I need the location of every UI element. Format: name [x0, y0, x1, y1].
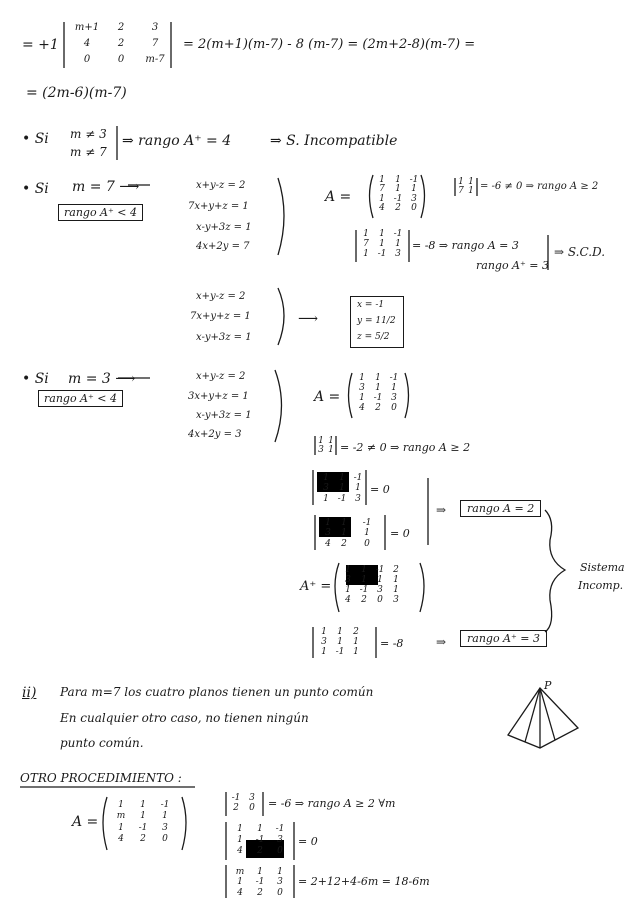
- cell: 3: [318, 445, 324, 456]
- cell: -1: [138, 822, 148, 833]
- part-ii-line2: En cualquier otro caso, no tienen ningún: [60, 711, 309, 725]
- cell: 3: [323, 483, 329, 494]
- cell: 3: [249, 793, 255, 803]
- part-ii-line1: Para m=7 los cuatro planos tienen un punto común: [60, 685, 374, 699]
- pyramid-point-label: P: [544, 679, 552, 692]
- cell: 1: [323, 493, 329, 504]
- cell: 1: [237, 877, 243, 888]
- cell: 2: [353, 627, 359, 637]
- cell: -1: [255, 834, 265, 845]
- cell: 4: [379, 203, 385, 214]
- cell: 1: [395, 184, 401, 195]
- case3-minorA-text: = 0: [370, 483, 390, 496]
- case2-minor2: [456, 178, 476, 197]
- case2-minor3: [358, 230, 406, 260]
- cell: 1: [328, 445, 334, 456]
- cell: 1: [162, 811, 168, 822]
- case2-cond: m = 7 ⟶: [72, 179, 140, 195]
- otro-minor2-text: = 0: [298, 835, 318, 848]
- cell: 1: [379, 175, 385, 185]
- otro-minor1: [228, 794, 260, 814]
- case1-bullet: • Si: [22, 131, 49, 147]
- case3-minorA: [318, 473, 366, 504]
- case3-A-label: A =: [314, 389, 341, 405]
- cell: 1: [379, 238, 385, 249]
- case2-A-label: A =: [325, 189, 352, 205]
- cell: m: [235, 867, 245, 877]
- equation: 4x+2y = 3: [188, 429, 242, 440]
- equation: 7x+y+z = 1: [188, 201, 249, 212]
- case3-rangoA-box: rango A = 2: [460, 500, 541, 517]
- otro-minor3-text: = 2+12+4-6m = 18-6m: [298, 875, 430, 888]
- cell: 1: [345, 565, 351, 575]
- case3-minor2: [316, 437, 336, 456]
- cell: 1: [359, 392, 365, 403]
- cell: 4: [118, 833, 124, 844]
- solution-z: z = 5/2: [357, 332, 390, 342]
- cell: 3: [345, 574, 351, 585]
- equation: x-y+3z = 1: [196, 332, 252, 343]
- cell: 2: [361, 594, 367, 605]
- cell: 1: [277, 867, 283, 877]
- cell: 4: [325, 538, 331, 549]
- cell: 7: [151, 38, 159, 49]
- case1-cond2: m ≠ 7: [70, 145, 107, 159]
- cell: 3: [377, 584, 383, 595]
- otro-title: OTRO PROCEDIMIENTO :: [20, 771, 182, 785]
- cell: 1: [341, 528, 347, 539]
- cell: 1: [318, 436, 324, 446]
- equation: x+y-z = 2: [196, 371, 246, 382]
- case3-arrow-rangoAp: ⇒: [436, 635, 447, 649]
- cell: 7: [458, 186, 464, 197]
- cell: 1: [411, 184, 417, 195]
- cell: -1: [337, 493, 347, 504]
- cell: 1: [118, 800, 124, 810]
- cell: -1: [362, 518, 372, 528]
- cell: 1: [379, 229, 385, 239]
- cell: 1: [375, 382, 381, 393]
- cell: 1: [345, 584, 351, 595]
- cell: 0: [411, 203, 417, 214]
- cell: 1: [118, 822, 124, 833]
- cell: 1: [337, 627, 343, 637]
- det-prefix: = +1: [22, 37, 59, 53]
- case2-solution-box: [350, 296, 404, 348]
- cell: 1: [361, 574, 367, 585]
- cell: 3: [321, 636, 327, 647]
- case3-Ap-matrix: [340, 566, 404, 606]
- cell: 3: [393, 594, 399, 605]
- otro-A-label: A =: [72, 814, 99, 830]
- cell: 0: [277, 887, 283, 898]
- cell: 0: [162, 833, 168, 844]
- cell: 1: [364, 528, 370, 539]
- case3-bullet: • Si: [22, 371, 49, 387]
- cell: 1: [321, 627, 327, 637]
- cell: m+1: [74, 22, 100, 33]
- cell: 1: [363, 229, 369, 239]
- case2-scd: ⇒ S.C.D.: [554, 245, 606, 259]
- cell: 0: [277, 845, 283, 856]
- cell: 2: [341, 538, 347, 549]
- part-ii-line3: punto común.: [60, 736, 144, 750]
- equation: x+y-z = 2: [196, 180, 246, 191]
- cell: 7: [379, 184, 385, 195]
- cell: 1: [363, 248, 369, 259]
- case3-minorB: [320, 518, 382, 549]
- solution-x: x = -1: [357, 300, 385, 310]
- cell: 4: [359, 402, 365, 413]
- case3-sistema: Sistema: [580, 561, 625, 574]
- case1-conclusion: ⇒ S. Incompatible: [270, 133, 398, 149]
- equation: x-y+3z = 1: [196, 410, 252, 421]
- case1-cond1: m ≠ 3: [70, 127, 107, 141]
- case3-incomp: Incomp.: [578, 579, 624, 592]
- cell: -1: [335, 646, 345, 657]
- cell: 1: [257, 824, 263, 834]
- cell: -1: [409, 175, 419, 185]
- case2-minor3-text: = -8 ⇒ rango A = 3: [412, 239, 519, 252]
- cell: m-7: [145, 54, 165, 65]
- case2-arrow: ⟶: [298, 311, 319, 327]
- equation: x-y+3z = 1: [196, 222, 252, 233]
- cell: 3: [277, 877, 283, 888]
- cell: 1: [237, 824, 243, 834]
- cell: 1: [359, 373, 365, 383]
- cell: 2: [257, 845, 263, 856]
- cell: 1: [325, 518, 331, 528]
- cell: 3: [395, 248, 401, 259]
- cell: 3: [277, 834, 283, 845]
- cell: 1: [337, 636, 343, 647]
- cell: 2: [117, 22, 125, 33]
- cell: 2: [140, 833, 146, 844]
- cell: 1: [328, 436, 334, 446]
- case3-cond: m = 3 ⟶: [68, 371, 136, 387]
- cell: -1: [353, 473, 363, 483]
- cell: 3: [325, 528, 331, 539]
- case2-rango-ap: rango A⁺ = 3: [476, 259, 550, 272]
- cell: -1: [377, 248, 387, 259]
- cell: 2: [375, 402, 381, 413]
- cell: 1: [379, 193, 385, 204]
- cell: 1: [395, 238, 401, 249]
- cell: -1: [375, 565, 385, 575]
- cell: 3: [359, 382, 365, 393]
- cell: 1: [355, 483, 361, 494]
- case2-A-matrix: [374, 176, 422, 214]
- cell: 3: [391, 392, 397, 403]
- cell: 1: [323, 473, 329, 483]
- cell: 4: [83, 38, 91, 49]
- cell: 3: [411, 193, 417, 204]
- case1-rango: ⇒ rango A⁺ = 4: [122, 133, 232, 149]
- cell: -1: [275, 824, 285, 834]
- cell: 3: [162, 822, 168, 833]
- case3-arrow-rangoA: ⇒: [436, 503, 447, 517]
- cell: 0: [391, 402, 397, 413]
- case2-bullet: • Si: [22, 181, 49, 197]
- cell: 7: [363, 238, 369, 249]
- cell: -1: [255, 877, 265, 888]
- case3-Ap-label: A⁺ =: [300, 579, 332, 594]
- cell: 4: [345, 594, 351, 605]
- equation: 3x+y+z = 1: [188, 391, 249, 402]
- cell: 1: [468, 186, 474, 197]
- otro-minor2: [230, 824, 290, 856]
- cell: 2: [395, 203, 401, 214]
- det-rhs: = 2(m+1)(m-7) - 8 (m-7) = (2m+2-8)(m-7) =: [183, 37, 476, 52]
- cell: 1: [353, 636, 359, 647]
- case3-rangoAp-box: rango A⁺ = 3: [460, 630, 547, 647]
- cell: 1: [375, 373, 381, 383]
- cell: 4: [237, 845, 243, 856]
- cell: 2: [257, 887, 263, 898]
- case2-boxed-note: rango A⁺ < 4: [58, 204, 143, 221]
- otro-minor1-text: = -6 ⇒ rango A ≥ 2 ∀m: [268, 797, 396, 810]
- cell: 1: [237, 834, 243, 845]
- otro-A-matrix: [110, 800, 176, 845]
- cell: -1: [389, 373, 399, 383]
- cell: 1: [395, 175, 401, 185]
- cell: 0: [117, 54, 125, 65]
- equation: 4x+2y = 7: [196, 241, 250, 252]
- cell: 0: [249, 802, 255, 813]
- cell: 1: [393, 574, 399, 585]
- cell: -1: [393, 193, 403, 204]
- cell: -1: [373, 392, 383, 403]
- part-ii-label: ii): [22, 685, 37, 701]
- case3-minorC-text: = -8: [380, 637, 404, 650]
- cell: 4: [237, 887, 243, 898]
- det-result: = (2m-6)(m-7): [26, 85, 127, 101]
- cell: 1: [140, 811, 146, 822]
- cell: -1: [160, 800, 170, 810]
- cell: 1: [393, 584, 399, 595]
- cell: 1: [377, 574, 383, 585]
- cell: 1: [140, 800, 146, 810]
- cell: 1: [339, 483, 345, 494]
- cell: 1: [458, 177, 464, 187]
- cell: 1: [339, 473, 345, 483]
- case3-minorB-text: = 0: [390, 527, 410, 540]
- cell: -1: [231, 793, 241, 803]
- cell: 1: [341, 518, 347, 528]
- cell: 3: [151, 22, 159, 33]
- case3-minor2-text: = -2 ≠ 0 ⇒ rango A ≥ 2: [340, 441, 471, 454]
- cell: -1: [393, 229, 403, 239]
- cell: 1: [361, 565, 367, 575]
- cell: 2: [117, 38, 125, 49]
- case3-boxed-note: rango A⁺ < 4: [38, 390, 123, 407]
- case2-minor2-text: = -6 ≠ 0 ⇒ rango A ≥ 2: [480, 181, 599, 192]
- cell: 2: [393, 565, 399, 575]
- cell: 2: [233, 802, 239, 813]
- cell: 1: [257, 867, 263, 877]
- solution-y: y = 11/2: [357, 316, 396, 326]
- cell: 1: [353, 646, 359, 657]
- cell: 1: [321, 646, 327, 657]
- case3-minorC: [316, 628, 364, 658]
- cell: -1: [359, 584, 369, 595]
- cell: 0: [83, 54, 91, 65]
- cell: m: [116, 811, 126, 822]
- case3-A-matrix: [354, 374, 402, 414]
- cell: 0: [364, 538, 370, 549]
- cell: 0: [377, 594, 383, 605]
- header-determinant: [70, 22, 172, 65]
- equation: 7x+y+z = 1: [190, 311, 251, 322]
- cell: 3: [355, 493, 361, 504]
- cell: 1: [391, 382, 397, 393]
- cell: 1: [468, 177, 474, 187]
- otro-minor3: [230, 867, 290, 898]
- equation: x+y-z = 2: [196, 291, 246, 302]
